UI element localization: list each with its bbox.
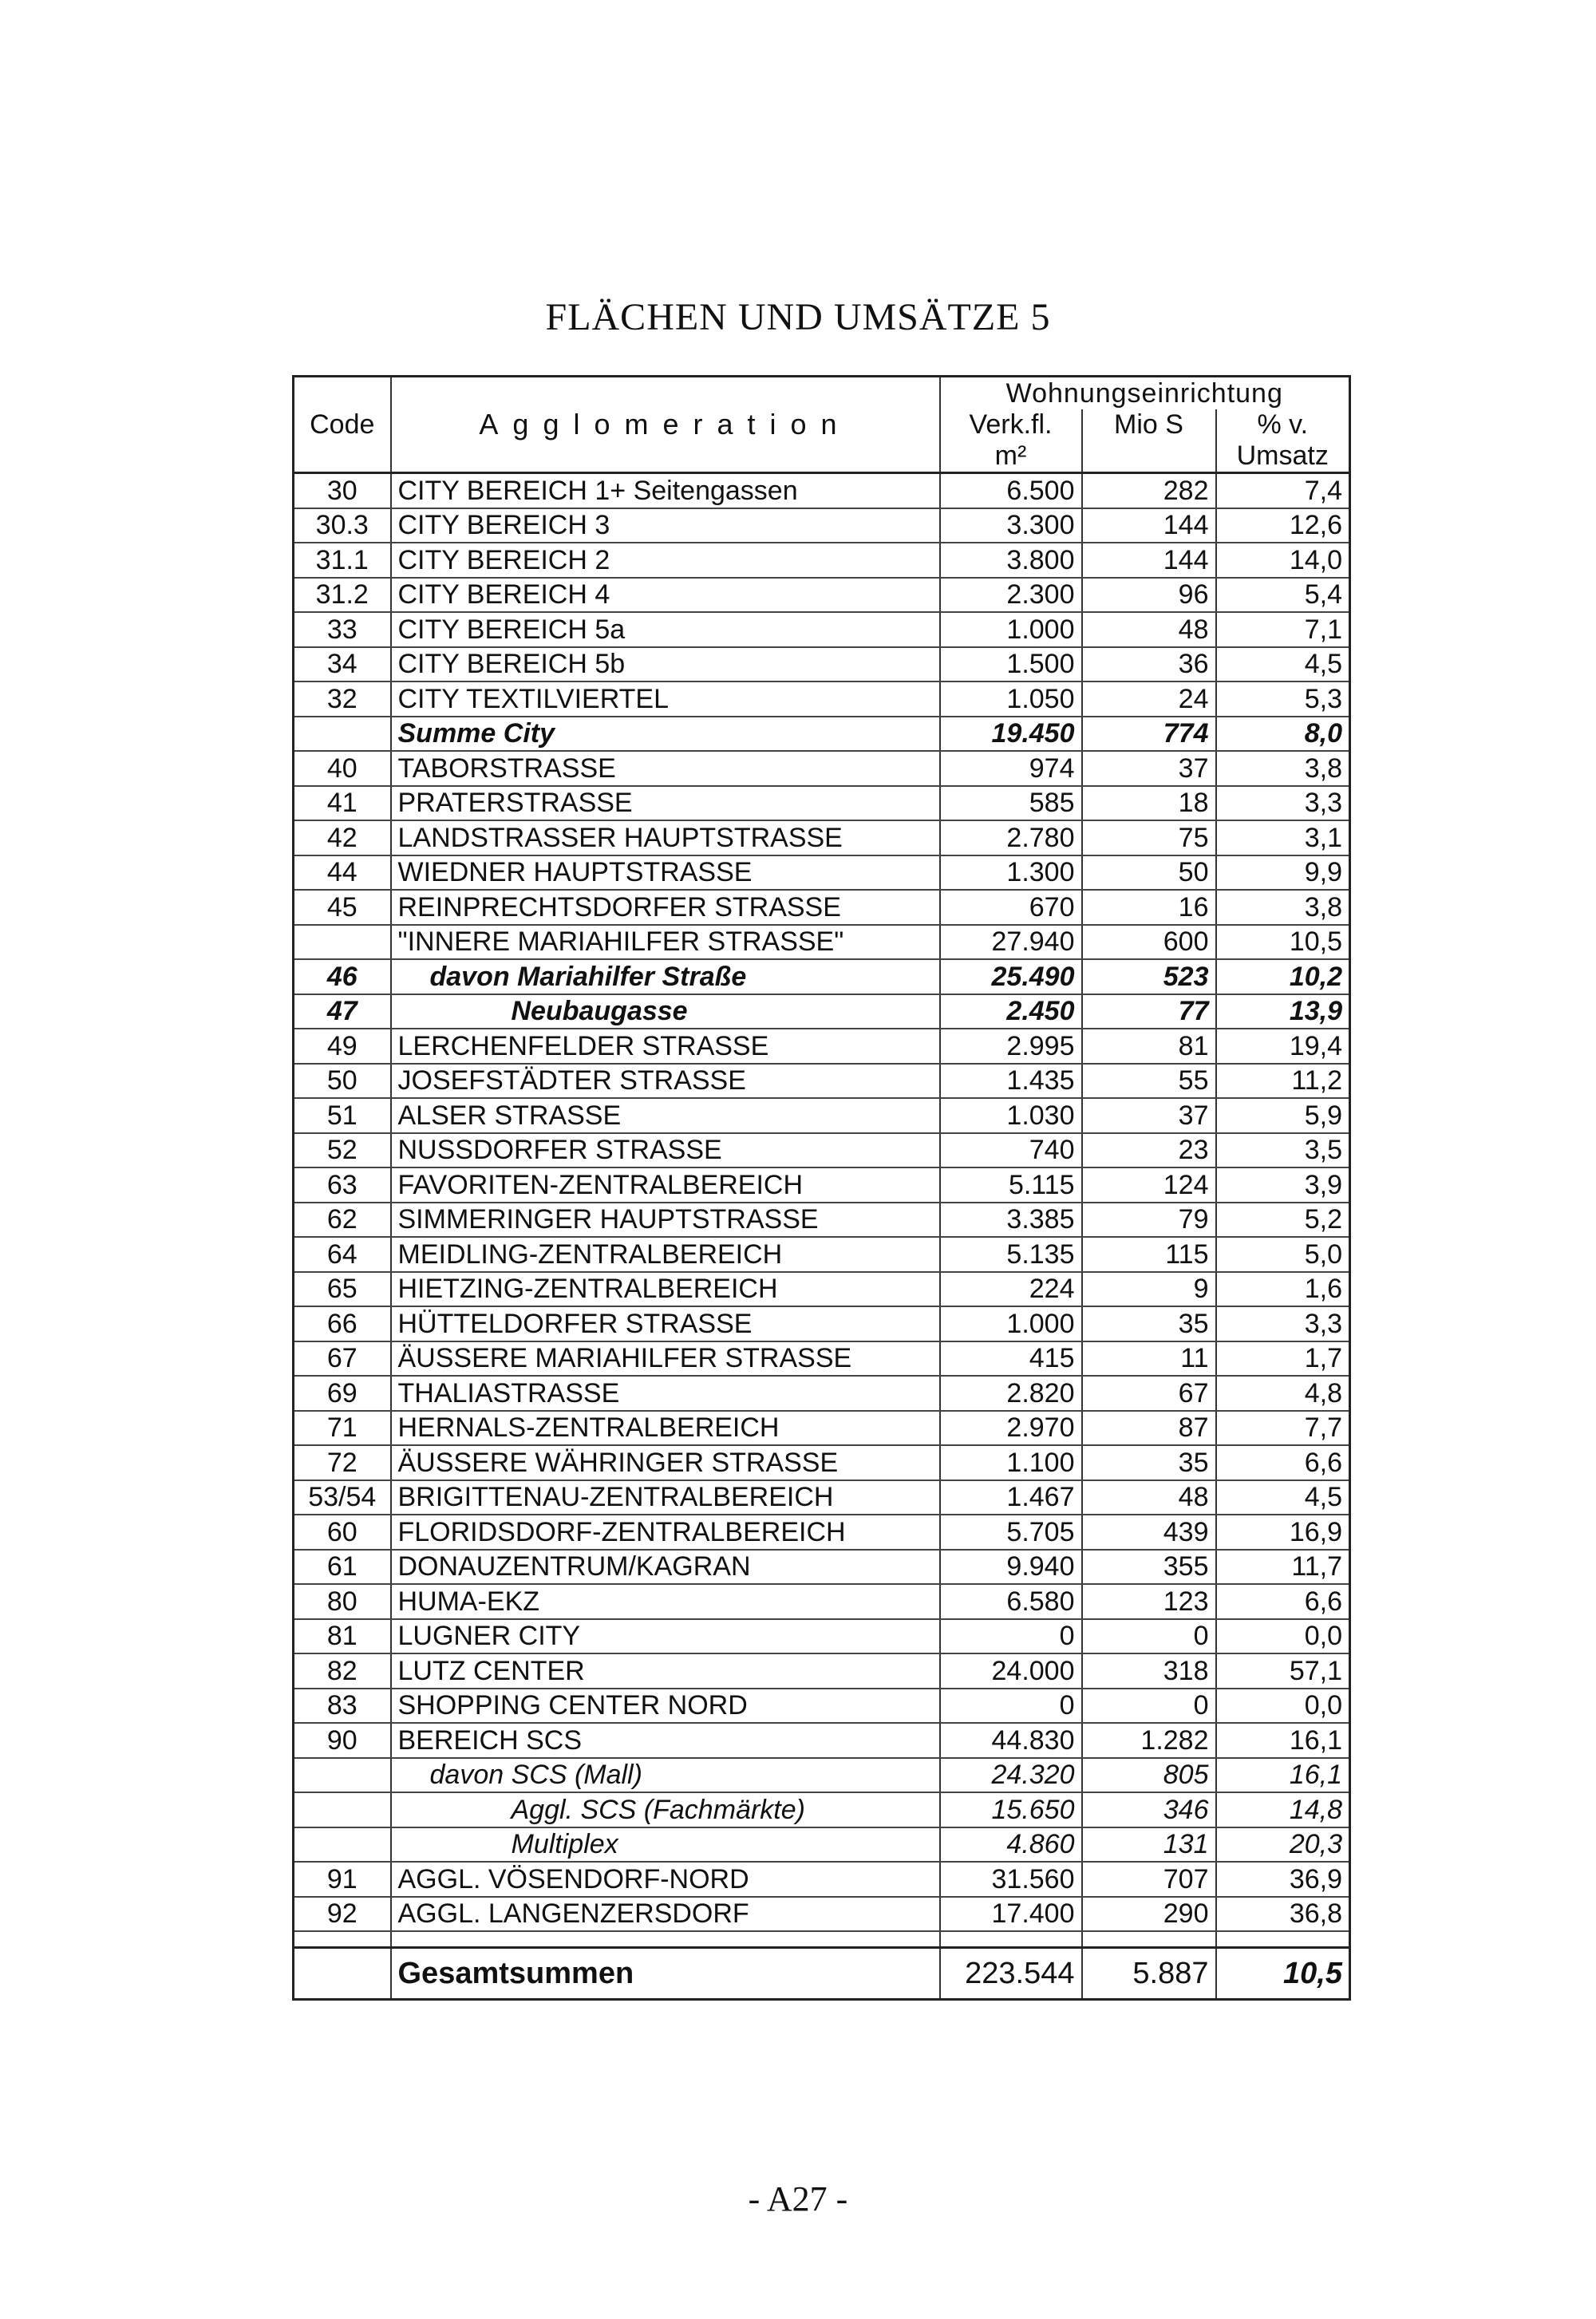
row-code: 46 bbox=[294, 959, 391, 994]
table-row bbox=[294, 1237, 1350, 1272]
row-name: Aggl. SCS (Fachmärkte) bbox=[391, 1792, 940, 1827]
row-name: SIMMERINGER HAUPTSTRASSE bbox=[391, 1203, 940, 1238]
row-name: CITY BEREICH 3 bbox=[391, 508, 940, 543]
row-mio: 11 bbox=[1082, 1341, 1216, 1377]
row-mio: 36 bbox=[1082, 647, 1216, 682]
table-row bbox=[294, 1723, 1350, 1758]
row-pct: 3,9 bbox=[1216, 1167, 1350, 1203]
row-pct: 7,7 bbox=[1216, 1411, 1350, 1446]
row-mio: 707 bbox=[1082, 1862, 1216, 1897]
row-mio: 48 bbox=[1082, 612, 1216, 647]
table-row bbox=[294, 1550, 1350, 1585]
table-row bbox=[294, 1515, 1350, 1550]
total-pct: 10,5 bbox=[1216, 1948, 1350, 2000]
row-area: 0 bbox=[940, 1619, 1082, 1654]
row-area: 25.490 bbox=[940, 959, 1082, 994]
row-area: 24.320 bbox=[940, 1758, 1082, 1793]
row-pct: 0,0 bbox=[1216, 1619, 1350, 1654]
row-pct: 7,4 bbox=[1216, 473, 1350, 508]
row-name: FLORIDSDORF-ZENTRALBEREICH bbox=[391, 1515, 940, 1550]
row-name: MEIDLING-ZENTRALBEREICH bbox=[391, 1237, 940, 1272]
row-code: 90 bbox=[294, 1723, 391, 1758]
row-code: 60 bbox=[294, 1515, 391, 1550]
row-area: 5.705 bbox=[940, 1515, 1082, 1550]
row-area: 1.300 bbox=[940, 855, 1082, 891]
row-pct: 36,9 bbox=[1216, 1862, 1350, 1897]
row-code: 62 bbox=[294, 1203, 391, 1238]
row-pct: 4,5 bbox=[1216, 1480, 1350, 1515]
row-name: "INNERE MARIAHILFER STRASSE" bbox=[391, 925, 940, 960]
table-row bbox=[294, 1306, 1350, 1341]
row-code: 30 bbox=[294, 473, 391, 508]
row-code: 92 bbox=[294, 1897, 391, 1932]
row-area: 1.050 bbox=[940, 681, 1082, 717]
row-name: ÄUSSERE WÄHRINGER STRASSE bbox=[391, 1445, 940, 1480]
row-name: LUTZ CENTER bbox=[391, 1653, 940, 1689]
table-row bbox=[294, 508, 1350, 543]
header-mio-sub bbox=[1082, 440, 1216, 473]
row-mio: 0 bbox=[1082, 1689, 1216, 1724]
row-area: 2.970 bbox=[940, 1411, 1082, 1446]
row-area: 44.830 bbox=[940, 1723, 1082, 1758]
table-row bbox=[294, 612, 1350, 647]
table-row bbox=[294, 681, 1350, 717]
row-mio: 37 bbox=[1082, 751, 1216, 786]
row-name: NUSSDORFER STRASSE bbox=[391, 1133, 940, 1168]
table-row bbox=[294, 890, 1350, 925]
row-code: 33 bbox=[294, 612, 391, 647]
row-name: HIETZING-ZENTRALBEREICH bbox=[391, 1272, 940, 1307]
row-mio: 9 bbox=[1082, 1272, 1216, 1307]
row-area: 2.995 bbox=[940, 1029, 1082, 1064]
row-mio: 0 bbox=[1082, 1619, 1216, 1654]
row-name: CITY BEREICH 5a bbox=[391, 612, 940, 647]
row-mio: 16 bbox=[1082, 890, 1216, 925]
row-area: 1.435 bbox=[940, 1064, 1082, 1099]
row-name: REINPRECHTSDORFER STRASSE bbox=[391, 890, 940, 925]
row-pct: 14,8 bbox=[1216, 1792, 1350, 1827]
table-row bbox=[294, 959, 1350, 994]
table-row bbox=[294, 1029, 1350, 1064]
table-row bbox=[294, 1133, 1350, 1168]
row-name: Neubaugasse bbox=[391, 994, 940, 1029]
row-pct: 1,6 bbox=[1216, 1272, 1350, 1307]
row-mio: 35 bbox=[1082, 1306, 1216, 1341]
row-mio: 81 bbox=[1082, 1029, 1216, 1064]
data-table bbox=[292, 375, 1351, 2001]
row-mio: 96 bbox=[1082, 578, 1216, 613]
row-pct: 6,6 bbox=[1216, 1584, 1350, 1619]
row-mio: 123 bbox=[1082, 1584, 1216, 1619]
row-code: 53/54 bbox=[294, 1480, 391, 1515]
row-pct: 0,0 bbox=[1216, 1689, 1350, 1724]
table-row bbox=[294, 1411, 1350, 1446]
row-code bbox=[294, 717, 391, 752]
table-row bbox=[294, 1689, 1350, 1724]
row-code: 31.1 bbox=[294, 543, 391, 578]
row-pct: 5,2 bbox=[1216, 1203, 1350, 1238]
row-mio: 87 bbox=[1082, 1411, 1216, 1446]
row-name: CITY BEREICH 2 bbox=[391, 543, 940, 578]
table-row bbox=[294, 820, 1350, 855]
row-area: 2.300 bbox=[940, 578, 1082, 613]
row-code: 49 bbox=[294, 1029, 391, 1064]
table-row bbox=[294, 1341, 1350, 1377]
row-pct: 8,0 bbox=[1216, 717, 1350, 752]
row-name: THALIASTRASSE bbox=[391, 1376, 940, 1411]
row-area: 1.500 bbox=[940, 647, 1082, 682]
row-name: LERCHENFELDER STRASSE bbox=[391, 1029, 940, 1064]
row-area: 1.000 bbox=[940, 612, 1082, 647]
row-mio: 1.282 bbox=[1082, 1723, 1216, 1758]
row-code: 69 bbox=[294, 1376, 391, 1411]
row-code: 34 bbox=[294, 647, 391, 682]
row-code: 32 bbox=[294, 681, 391, 717]
table-row bbox=[294, 1064, 1350, 1099]
table-row bbox=[294, 1272, 1350, 1307]
header-pct-sub: Umsatz bbox=[1216, 440, 1350, 473]
row-pct: 5,0 bbox=[1216, 1237, 1350, 1272]
row-mio: 805 bbox=[1082, 1758, 1216, 1793]
row-code: 67 bbox=[294, 1341, 391, 1377]
table-row bbox=[294, 1862, 1350, 1897]
row-name: HUMA-EKZ bbox=[391, 1584, 940, 1619]
row-mio: 77 bbox=[1082, 994, 1216, 1029]
row-name: Summe City bbox=[391, 717, 940, 752]
row-mio: 346 bbox=[1082, 1792, 1216, 1827]
row-name: Multiplex bbox=[391, 1827, 940, 1863]
row-mio: 75 bbox=[1082, 820, 1216, 855]
header-mio: Mio S bbox=[1082, 409, 1216, 440]
row-pct: 10,5 bbox=[1216, 925, 1350, 960]
total-label: Gesamtsummen bbox=[391, 1948, 940, 2000]
row-area: 6.500 bbox=[940, 473, 1082, 508]
row-code: 83 bbox=[294, 1689, 391, 1724]
row-pct: 11,2 bbox=[1216, 1064, 1350, 1099]
row-area: 5.115 bbox=[940, 1167, 1082, 1203]
row-mio: 144 bbox=[1082, 508, 1216, 543]
row-area: 3.300 bbox=[940, 508, 1082, 543]
table-row bbox=[294, 1445, 1350, 1480]
row-area: 3.385 bbox=[940, 1203, 1082, 1238]
row-area: 19.450 bbox=[940, 717, 1082, 752]
row-mio: 18 bbox=[1082, 786, 1216, 821]
row-pct: 14,0 bbox=[1216, 543, 1350, 578]
row-code: 50 bbox=[294, 1064, 391, 1099]
row-pct: 7,1 bbox=[1216, 612, 1350, 647]
table-row bbox=[294, 751, 1350, 786]
row-area: 24.000 bbox=[940, 1653, 1082, 1689]
total-row bbox=[294, 1948, 1350, 2000]
row-mio: 35 bbox=[1082, 1445, 1216, 1480]
header-group: Wohnungseinrichtung bbox=[940, 377, 1350, 410]
row-pct: 5,9 bbox=[1216, 1098, 1350, 1133]
row-pct: 3,8 bbox=[1216, 751, 1350, 786]
row-area: 4.860 bbox=[940, 1827, 1082, 1863]
row-name: BEREICH SCS bbox=[391, 1723, 940, 1758]
table-row bbox=[294, 786, 1350, 821]
row-mio: 282 bbox=[1082, 473, 1216, 508]
row-code: 64 bbox=[294, 1237, 391, 1272]
row-mio: 115 bbox=[1082, 1237, 1216, 1272]
row-area: 1.100 bbox=[940, 1445, 1082, 1480]
table-row bbox=[294, 994, 1350, 1029]
row-name: BRIGITTENAU-ZENTRALBEREICH bbox=[391, 1480, 940, 1515]
row-mio: 523 bbox=[1082, 959, 1216, 994]
table-row bbox=[294, 543, 1350, 578]
row-area: 9.940 bbox=[940, 1550, 1082, 1585]
row-mio: 355 bbox=[1082, 1550, 1216, 1585]
row-name: HÜTTELDORFER STRASSE bbox=[391, 1306, 940, 1341]
row-code: 30.3 bbox=[294, 508, 391, 543]
table-row bbox=[294, 1584, 1350, 1619]
row-mio: 24 bbox=[1082, 681, 1216, 717]
table-row bbox=[294, 647, 1350, 682]
row-code: 65 bbox=[294, 1272, 391, 1307]
row-pct: 3,8 bbox=[1216, 890, 1350, 925]
row-name: CITY BEREICH 1+ Seitengassen bbox=[391, 473, 940, 508]
row-pct: 1,7 bbox=[1216, 1341, 1350, 1377]
table-row bbox=[294, 717, 1350, 752]
row-area: 974 bbox=[940, 751, 1082, 786]
row-name: CITY BEREICH 4 bbox=[391, 578, 940, 613]
row-code bbox=[294, 1827, 391, 1863]
row-pct: 9,9 bbox=[1216, 855, 1350, 891]
row-code bbox=[294, 1792, 391, 1827]
row-pct: 3,5 bbox=[1216, 1133, 1350, 1168]
row-code: 42 bbox=[294, 820, 391, 855]
row-area: 740 bbox=[940, 1133, 1082, 1168]
row-mio: 144 bbox=[1082, 543, 1216, 578]
total-area: 223.544 bbox=[940, 1948, 1082, 2000]
row-mio: 48 bbox=[1082, 1480, 1216, 1515]
row-name: JOSEFSTÄDTER STRASSE bbox=[391, 1064, 940, 1099]
table-row bbox=[294, 1203, 1350, 1238]
row-name: CITY TEXTILVIERTEL bbox=[391, 681, 940, 717]
table-row bbox=[294, 1619, 1350, 1654]
table-row bbox=[294, 1376, 1350, 1411]
table-row bbox=[294, 578, 1350, 613]
row-name: TABORSTRASSE bbox=[391, 751, 940, 786]
page-number: - A27 - bbox=[748, 2179, 848, 2218]
row-pct: 57,1 bbox=[1216, 1653, 1350, 1689]
row-pct: 12,6 bbox=[1216, 508, 1350, 543]
row-name: WIEDNER HAUPTSTRASSE bbox=[391, 855, 940, 891]
table-body bbox=[294, 473, 1350, 1932]
row-name: FAVORITEN-ZENTRALBEREICH bbox=[391, 1167, 940, 1203]
row-name: HERNALS-ZENTRALBEREICH bbox=[391, 1411, 940, 1446]
row-pct: 5,3 bbox=[1216, 681, 1350, 717]
row-pct: 10,2 bbox=[1216, 959, 1350, 994]
row-code: 31.2 bbox=[294, 578, 391, 613]
row-area: 2.820 bbox=[940, 1376, 1082, 1411]
row-code bbox=[294, 1758, 391, 1793]
table-row bbox=[294, 1827, 1350, 1863]
table-row bbox=[294, 855, 1350, 891]
row-code: 63 bbox=[294, 1167, 391, 1203]
row-area: 15.650 bbox=[940, 1792, 1082, 1827]
row-area: 5.135 bbox=[940, 1237, 1082, 1272]
row-pct: 3,1 bbox=[1216, 820, 1350, 855]
row-name: DONAUZENTRUM/KAGRAN bbox=[391, 1550, 940, 1585]
header-agglomeration: Agglomeration bbox=[391, 377, 940, 473]
row-code: 41 bbox=[294, 786, 391, 821]
total-code bbox=[294, 1948, 391, 2000]
row-name: davon Mariahilfer Straße bbox=[391, 959, 940, 994]
row-code: 45 bbox=[294, 890, 391, 925]
row-area: 6.580 bbox=[940, 1584, 1082, 1619]
row-mio: 131 bbox=[1082, 1827, 1216, 1863]
row-code: 80 bbox=[294, 1584, 391, 1619]
table-row bbox=[294, 473, 1350, 508]
row-name: SHOPPING CENTER NORD bbox=[391, 1689, 940, 1724]
row-area: 27.940 bbox=[940, 925, 1082, 960]
row-name: CITY BEREICH 5b bbox=[391, 647, 940, 682]
row-name: LUGNER CITY bbox=[391, 1619, 940, 1654]
row-mio: 439 bbox=[1082, 1515, 1216, 1550]
row-name: davon SCS (Mall) bbox=[391, 1758, 940, 1793]
row-code: 82 bbox=[294, 1653, 391, 1689]
row-pct: 16,1 bbox=[1216, 1723, 1350, 1758]
page-title: FLÄCHEN UND UMSÄTZE 5 bbox=[545, 296, 1051, 338]
row-code bbox=[294, 925, 391, 960]
row-name: AGGL. LANGENZERSDORF bbox=[391, 1897, 940, 1932]
row-area: 1.000 bbox=[940, 1306, 1082, 1341]
row-area: 0 bbox=[940, 1689, 1082, 1724]
table-row bbox=[294, 1758, 1350, 1793]
row-area: 670 bbox=[940, 890, 1082, 925]
row-name: AGGL. VÖSENDORF-NORD bbox=[391, 1862, 940, 1897]
row-area: 585 bbox=[940, 786, 1082, 821]
gap-row bbox=[294, 1931, 1350, 1948]
row-pct: 4,5 bbox=[1216, 647, 1350, 682]
table-row bbox=[294, 1653, 1350, 1689]
row-pct: 6,6 bbox=[1216, 1445, 1350, 1480]
row-pct: 16,1 bbox=[1216, 1758, 1350, 1793]
row-area: 415 bbox=[940, 1341, 1082, 1377]
row-mio: 600 bbox=[1082, 925, 1216, 960]
row-pct: 19,4 bbox=[1216, 1029, 1350, 1064]
row-mio: 23 bbox=[1082, 1133, 1216, 1168]
row-pct: 4,8 bbox=[1216, 1376, 1350, 1411]
row-mio: 55 bbox=[1082, 1064, 1216, 1099]
row-code: 44 bbox=[294, 855, 391, 891]
row-code: 40 bbox=[294, 751, 391, 786]
row-area: 1.467 bbox=[940, 1480, 1082, 1515]
table-row bbox=[294, 1167, 1350, 1203]
row-name: ALSER STRASSE bbox=[391, 1098, 940, 1133]
row-mio: 37 bbox=[1082, 1098, 1216, 1133]
header-verkfl: Verk.fl. bbox=[940, 409, 1082, 440]
table-row bbox=[294, 1897, 1350, 1932]
row-code: 81 bbox=[294, 1619, 391, 1654]
row-area: 3.800 bbox=[940, 543, 1082, 578]
table-row bbox=[294, 1792, 1350, 1827]
row-area: 2.780 bbox=[940, 820, 1082, 855]
row-pct: 20,3 bbox=[1216, 1827, 1350, 1863]
row-pct: 11,7 bbox=[1216, 1550, 1350, 1585]
row-code: 61 bbox=[294, 1550, 391, 1585]
row-code: 72 bbox=[294, 1445, 391, 1480]
table-row bbox=[294, 1098, 1350, 1133]
row-name: LANDSTRASSER HAUPTSTRASSE bbox=[391, 820, 940, 855]
row-pct: 16,9 bbox=[1216, 1515, 1350, 1550]
total-mio: 5.887 bbox=[1082, 1948, 1216, 2000]
header-verkfl-unit: m² bbox=[940, 440, 1082, 473]
row-mio: 79 bbox=[1082, 1203, 1216, 1238]
row-pct: 3,3 bbox=[1216, 786, 1350, 821]
row-code: 52 bbox=[294, 1133, 391, 1168]
row-code: 66 bbox=[294, 1306, 391, 1341]
row-code: 71 bbox=[294, 1411, 391, 1446]
row-code: 47 bbox=[294, 994, 391, 1029]
row-name: PRATERSTRASSE bbox=[391, 786, 940, 821]
row-pct: 3,3 bbox=[1216, 1306, 1350, 1341]
table-row bbox=[294, 1480, 1350, 1515]
row-pct: 5,4 bbox=[1216, 578, 1350, 613]
row-area: 224 bbox=[940, 1272, 1082, 1307]
row-mio: 290 bbox=[1082, 1897, 1216, 1932]
row-code: 91 bbox=[294, 1862, 391, 1897]
row-area: 31.560 bbox=[940, 1862, 1082, 1897]
row-code: 51 bbox=[294, 1098, 391, 1133]
row-area: 2.450 bbox=[940, 994, 1082, 1029]
table-row bbox=[294, 925, 1350, 960]
row-mio: 318 bbox=[1082, 1653, 1216, 1689]
row-name: ÄUSSERE MARIAHILFER STRASSE bbox=[391, 1341, 940, 1377]
row-pct: 13,9 bbox=[1216, 994, 1350, 1029]
row-area: 1.030 bbox=[940, 1098, 1082, 1133]
row-mio: 124 bbox=[1082, 1167, 1216, 1203]
row-mio: 50 bbox=[1082, 855, 1216, 891]
row-pct: 36,8 bbox=[1216, 1897, 1350, 1932]
row-mio: 774 bbox=[1082, 717, 1216, 752]
header-pct: % v. bbox=[1216, 409, 1350, 440]
header-code: Code bbox=[294, 377, 391, 473]
row-area: 17.400 bbox=[940, 1897, 1082, 1932]
row-mio: 67 bbox=[1082, 1376, 1216, 1411]
